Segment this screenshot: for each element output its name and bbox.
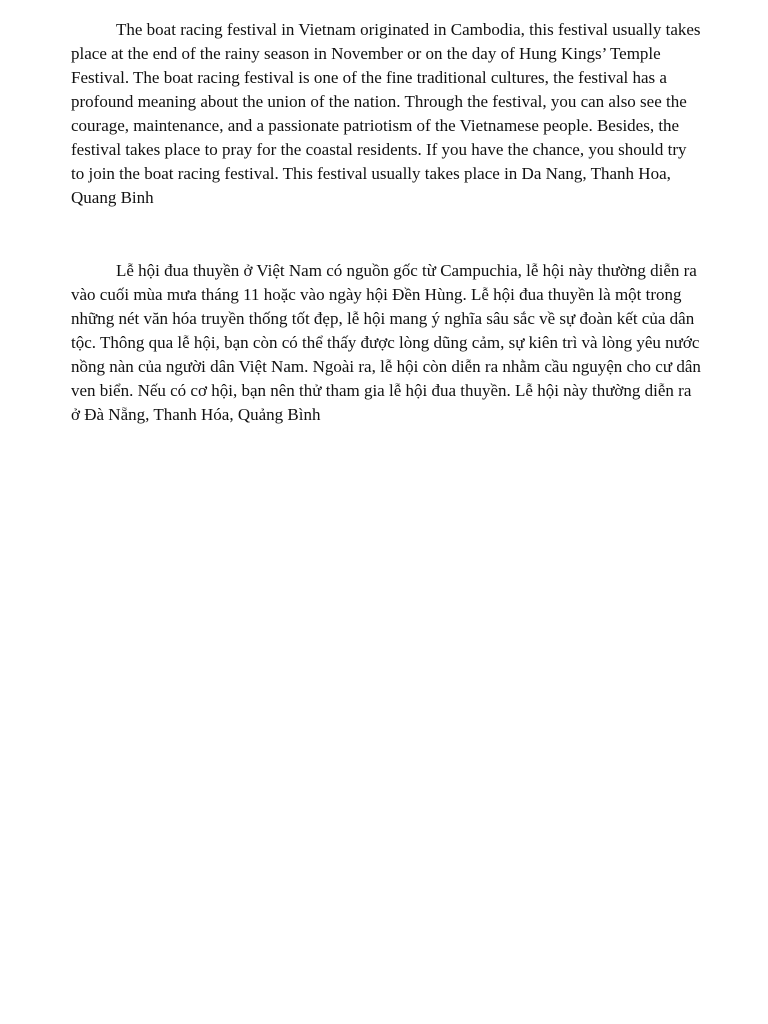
paragraph-english: The boat racing festival in Vietnam originated in Cambodia, this festival usually takes place at the end of the rainy season in November or on the day of Hung Kings’ Temple Festival. The boat racing festival is one of the fine traditional cultures, the festival has a profound meaning about the union of the nation. Through the festival, you can also see the courage, maintenance, and a passionate patriotism of the Vietnamese people. Besides, the festival takes place to pray for the coastal residents. If you have the chance, you should try to join the boat racing festival. This festival usually takes place in Da Nang, Thanh Hoa, Quang Binh [71,20,701,207]
paragraph-vietnamese: Lễ hội đua thuyền ở Việt Nam có nguồn gốc từ Campuchia, lễ hội này thường diễn ra vào cuối mùa mưa tháng 11 hoặc vào ngày hội Đền Hùng. Lễ hội đua thuyền là một trong những nét văn hóa truyền thống tốt đẹp, lễ hội mang ý nghĩa sâu sắc về sự đoàn kết của dân tộc. Thông qua lễ hội, bạn còn có thể thấy được lòng dũng cảm, sự kiên trì và lòng yêu nước nồng nàn của người dân Việt Nam. Ngoài ra, lễ hội còn diễn ra nhằm cầu nguyện cho cư dân ven biển. Nếu có cơ hội, bạn nên thử tham gia lễ hội đua thuyền. Lễ hội này thường diễn ra ở Đà Nẵng, Thanh Hóa, Quảng Bình [71,261,701,424]
